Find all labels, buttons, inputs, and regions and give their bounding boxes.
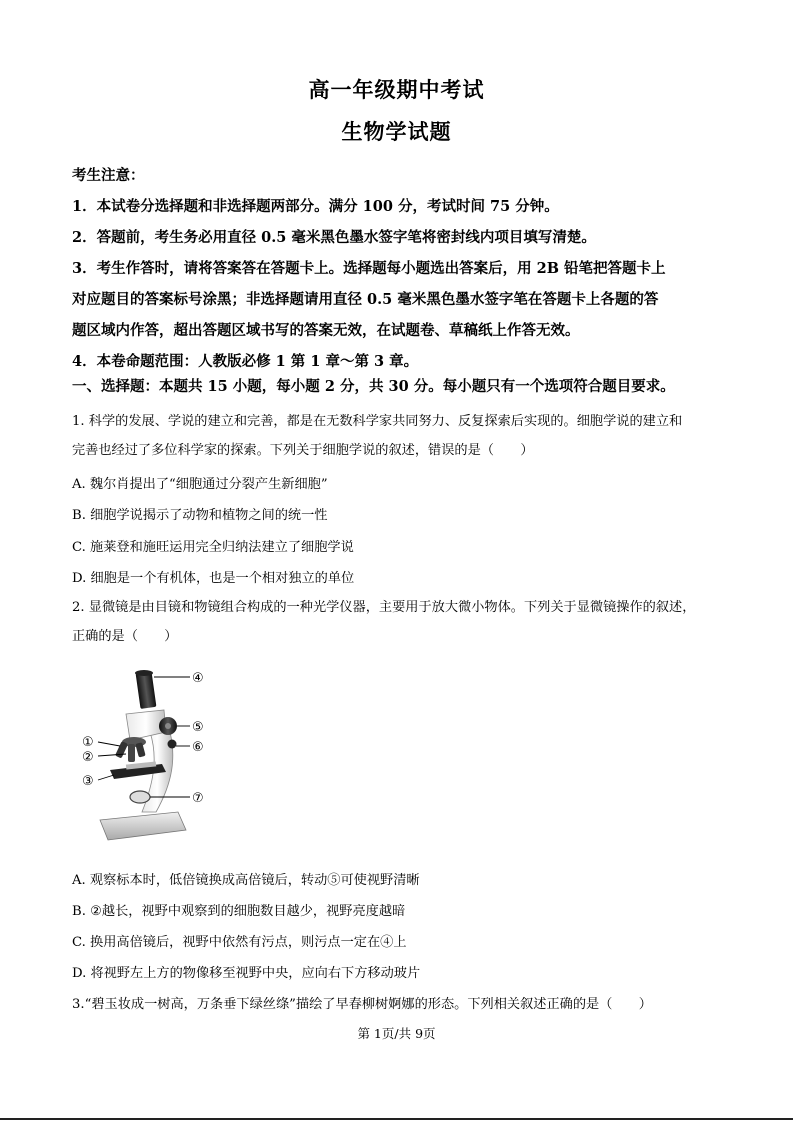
- question-2-stem: [72, 593, 724, 651]
- page-bottom-rule: [0, 1118, 793, 1120]
- notice-item: 2．答题前，考生务必用直径 0.5 毫米黑色墨水签字笔将密封线内项目填写清楚。: [72, 229, 596, 246]
- question-3-stem: 3.“碧玉妆成一树高，万条垂下绿丝绦”描绘了早春柳树婀娜的形态。下列相关叙述正确的是（ ）: [72, 997, 652, 1012]
- figure-label-7: ⑦: [192, 791, 204, 806]
- option-c: C. 换用高倍镜后，视野中依然有污点，则污点一定在④上: [72, 935, 407, 950]
- notice-item: 题区域内作答，超出答题区域书写的答案无效，在试题卷、草稿纸上作答无效。: [72, 322, 580, 339]
- option-c: C. 施莱登和施旺运用完全归纳法建立了细胞学说: [72, 540, 354, 555]
- page-number: 第 1页/共 9页: [357, 1026, 436, 1041]
- option-b: B. 细胞学说揭示了动物和植物之间的统一性: [72, 508, 328, 523]
- notice-item: 1．本试卷分选择题和非选择题两部分。满分 100 分，考试时间 75 分钟。: [72, 198, 559, 215]
- microscope-figure: [78, 662, 218, 852]
- notice-item: 4．本卷命题范围：人教版必修 1 第 1 章～第 3 章。: [72, 353, 419, 370]
- question-stem-line: 正确的是（ ）: [72, 629, 178, 644]
- figure-label-4: ④: [192, 671, 204, 686]
- figure-label-1: ①: [82, 735, 94, 750]
- candidate-notice: [72, 160, 732, 377]
- question-stem-line: 1. 科学的发展、学说的建立和完善，都是在无数科学家共同努力、反复探索后实现的。细胞学说的建立和: [72, 414, 683, 429]
- figure-label-3: ③: [82, 774, 94, 789]
- option-b: B. ②越长，视野中观察到的细胞数目越少，视野亮度越暗: [72, 904, 406, 919]
- exam-title: 高一年级期中考试: [308, 77, 485, 102]
- notice-heading: 考生注意：: [72, 167, 145, 184]
- exam-subtitle: 生物学试题: [341, 119, 452, 144]
- option-a: A. 魏尔肖提出了“细胞通过分裂产生新细胞”: [72, 477, 328, 492]
- figure-label-5: ⑤: [192, 720, 204, 735]
- question-1-stem: [72, 407, 724, 465]
- option-d: D. 细胞是一个有机体，也是一个相对独立的单位: [72, 571, 355, 586]
- question-stem-line: 2. 显微镜是由目镜和物镜组合构成的一种光学仪器，主要用于放大微小物体。下列关于显微镜操作的叙述，: [72, 600, 696, 615]
- option-d: D. 将视野左上方的物像移至视野中央，应向右下方移动玻片: [72, 966, 421, 981]
- notice-item: 对应题目的答案标号涂黑；非选择题请用直径 0.5 毫米黑色墨水签字笔在答题卡上各题的答: [72, 291, 659, 308]
- notice-item: 3．考生作答时，请将答案答在答题卡上。选择题每小题选出答案后，用 2B 铅笔把答题卡上: [72, 260, 666, 277]
- figure-label-6: ⑥: [192, 740, 204, 755]
- section-heading: 一、选择题：本题共 15 小题，每小题 2 分，共 30 分。每小题只有一个选项符合题目要求。: [72, 378, 675, 395]
- question-stem-line: 完善也经过了多位科学家的探索。下列关于细胞学说的叙述，错误的是（ ）: [72, 443, 534, 458]
- option-a: A. 观察标本时，低倍镜换成高倍镜后，转动⑤可使视野清晰: [72, 873, 420, 888]
- figure-label-2: ②: [82, 750, 94, 765]
